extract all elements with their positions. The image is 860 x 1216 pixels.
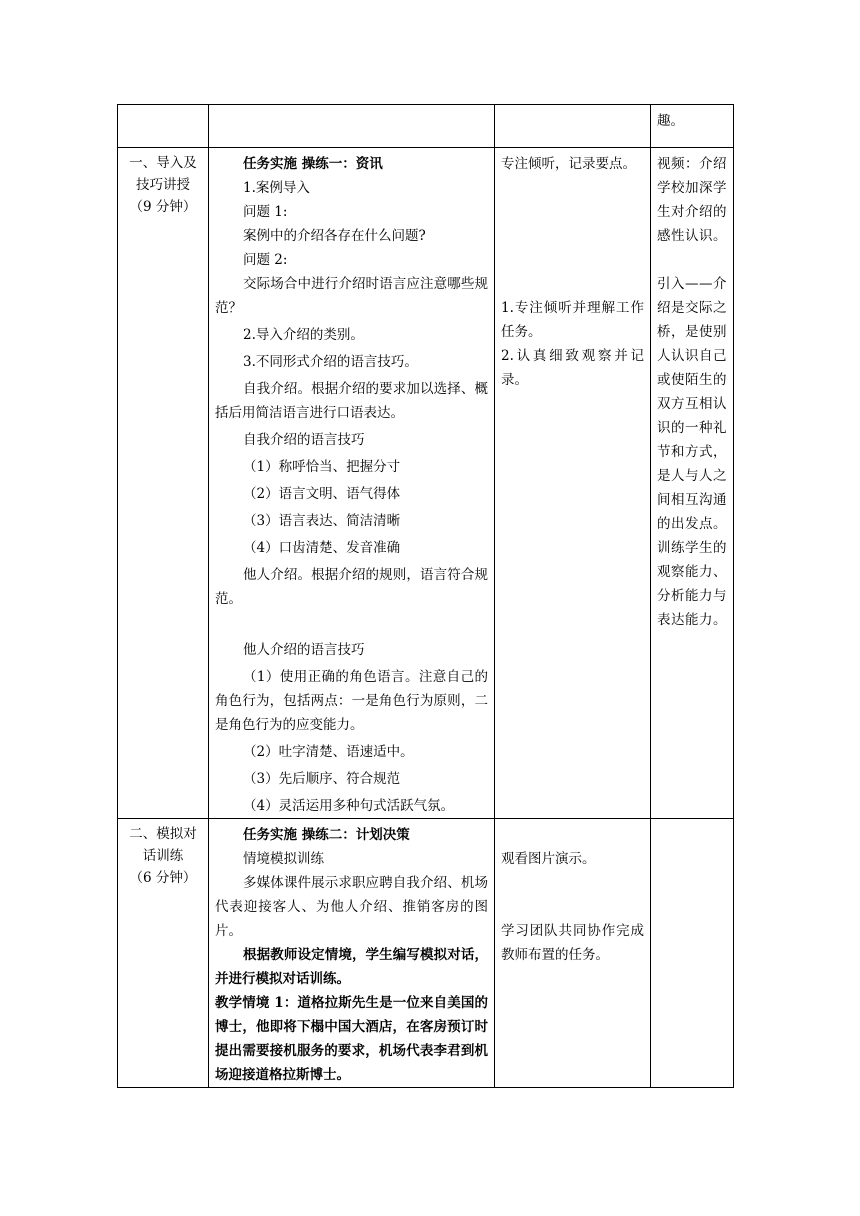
content-cell-2 [209, 819, 495, 1088]
content-line: 问题 1: [243, 204, 288, 220]
content-paragraph: （1）使用正确的角色语言。注意自己的角色行为，包括两点：一是角色行为原则，二是角色行为的应变能力。 [215, 669, 488, 733]
stage-line: 话训练 [142, 848, 184, 864]
student-cell-empty [495, 105, 651, 148]
content-line: （3）语言表达、简洁清晰 [243, 513, 401, 529]
lesson-plan-table [117, 104, 734, 1088]
stage-cell-empty [118, 105, 209, 148]
table-row-continued [118, 105, 734, 148]
content-line: 案例中的介绍各存在什么问题? [243, 228, 426, 244]
student-activity: 专注倾听，记录要点。 [501, 156, 636, 172]
content-line: 他人介绍的语言技巧 [243, 642, 365, 658]
spacer [501, 176, 644, 296]
content-line: （3）先后顺序、符合规范 [243, 771, 401, 787]
stage-cell-2 [118, 819, 209, 1088]
intent-text: 趣。 [657, 113, 684, 129]
intent-text: 训练学生的观察能力、分析能力与表达能力。 [657, 540, 727, 628]
intent-cell-continued [651, 105, 734, 148]
content-blank-line [215, 611, 488, 635]
table-row-section-2 [118, 819, 734, 1088]
teaching-scenario: 教学情境 1：道格拉斯先生是一位来自美国的博士，他即将下榻中国大酒店，在客房预订时提出需要接机服务的要求，机场代表李君到机场迎接道格拉斯博士。 [215, 995, 488, 1083]
content-paragraph: 自我介绍。根据介绍的要求加以选择、概括后用简洁语言进行口语表达。 [215, 381, 488, 421]
content-line: 2.导入介绍的类别。 [243, 327, 364, 343]
student-activity: 2.认真细致观察并记录。 [501, 348, 644, 388]
content-line: 3.不同形式介绍的语言技巧。 [243, 354, 418, 370]
content-line: 自我介绍的语言技巧 [243, 432, 365, 448]
student-activity: 1.专注倾听并理解工作任务。 [501, 300, 644, 340]
stage-line: 一、导入及 [129, 155, 197, 171]
content-line: 问题 2: [243, 252, 288, 268]
task-heading: 任务实施 操练二：计划决策 [243, 827, 410, 843]
content-line: 情境模拟训练 [243, 851, 324, 867]
spacer [501, 871, 644, 919]
student-activity: 学习团队共同协作完成教师布置的任务。 [501, 923, 644, 963]
intent-cell-1 [651, 148, 734, 819]
stage-line: （9 分钟） [129, 199, 197, 215]
content-cell-empty [209, 105, 495, 148]
intent-text: 引入——介绍是交际之桥，是使别人认识自己或使陌生的双方互相认识的一种礼节和方式，是人与人之间相互沟通的出发点。 [657, 276, 727, 532]
intent-text: 视频：介绍学校加深学生对介绍的感性认识。 [657, 156, 727, 244]
content-paragraph: 多媒体课件展示求职应聘自我介绍、机场代表迎接客人、为他人介绍、推销客房的图片。 [215, 875, 488, 939]
content-line: （2）吐字清楚、语速适中。 [243, 744, 414, 760]
content-line: （4）口齿清楚、发音准确 [243, 540, 401, 556]
stage-line: 二、模拟对 [129, 826, 197, 842]
content-line: （4）灵活运用多种句式活跃气氛。 [243, 798, 455, 814]
intent-cell-2 [651, 819, 734, 1088]
spacer [501, 823, 644, 847]
table-row-section-1 [118, 148, 734, 819]
stage-cell-1 [118, 148, 209, 819]
student-cell-2 [495, 819, 651, 1088]
content-line: （2）语言文明、语气得体 [243, 486, 401, 502]
content-paragraph: 他人介绍。根据介绍的规则，语言符合规范。 [215, 567, 488, 607]
content-cell-1 [209, 148, 495, 819]
content-line: 1.案例导入 [243, 180, 310, 196]
content-paragraph: 交际场合中进行介绍时语言应注意哪些规范？ [215, 276, 488, 316]
task-heading: 任务实施 操练一：资讯 [243, 156, 383, 172]
stage-line: 技巧讲授 [136, 177, 190, 193]
content-paragraph: 根据教师设定情境，学生编写模拟对话，并进行模拟对话训练。 [215, 947, 488, 987]
student-activity: 观看图片演示。 [501, 851, 596, 867]
content-line: （1）称呼恰当、把握分寸 [243, 459, 401, 475]
spacer [657, 248, 727, 272]
student-cell-1 [495, 148, 651, 819]
stage-line: （6 分钟） [129, 870, 197, 886]
